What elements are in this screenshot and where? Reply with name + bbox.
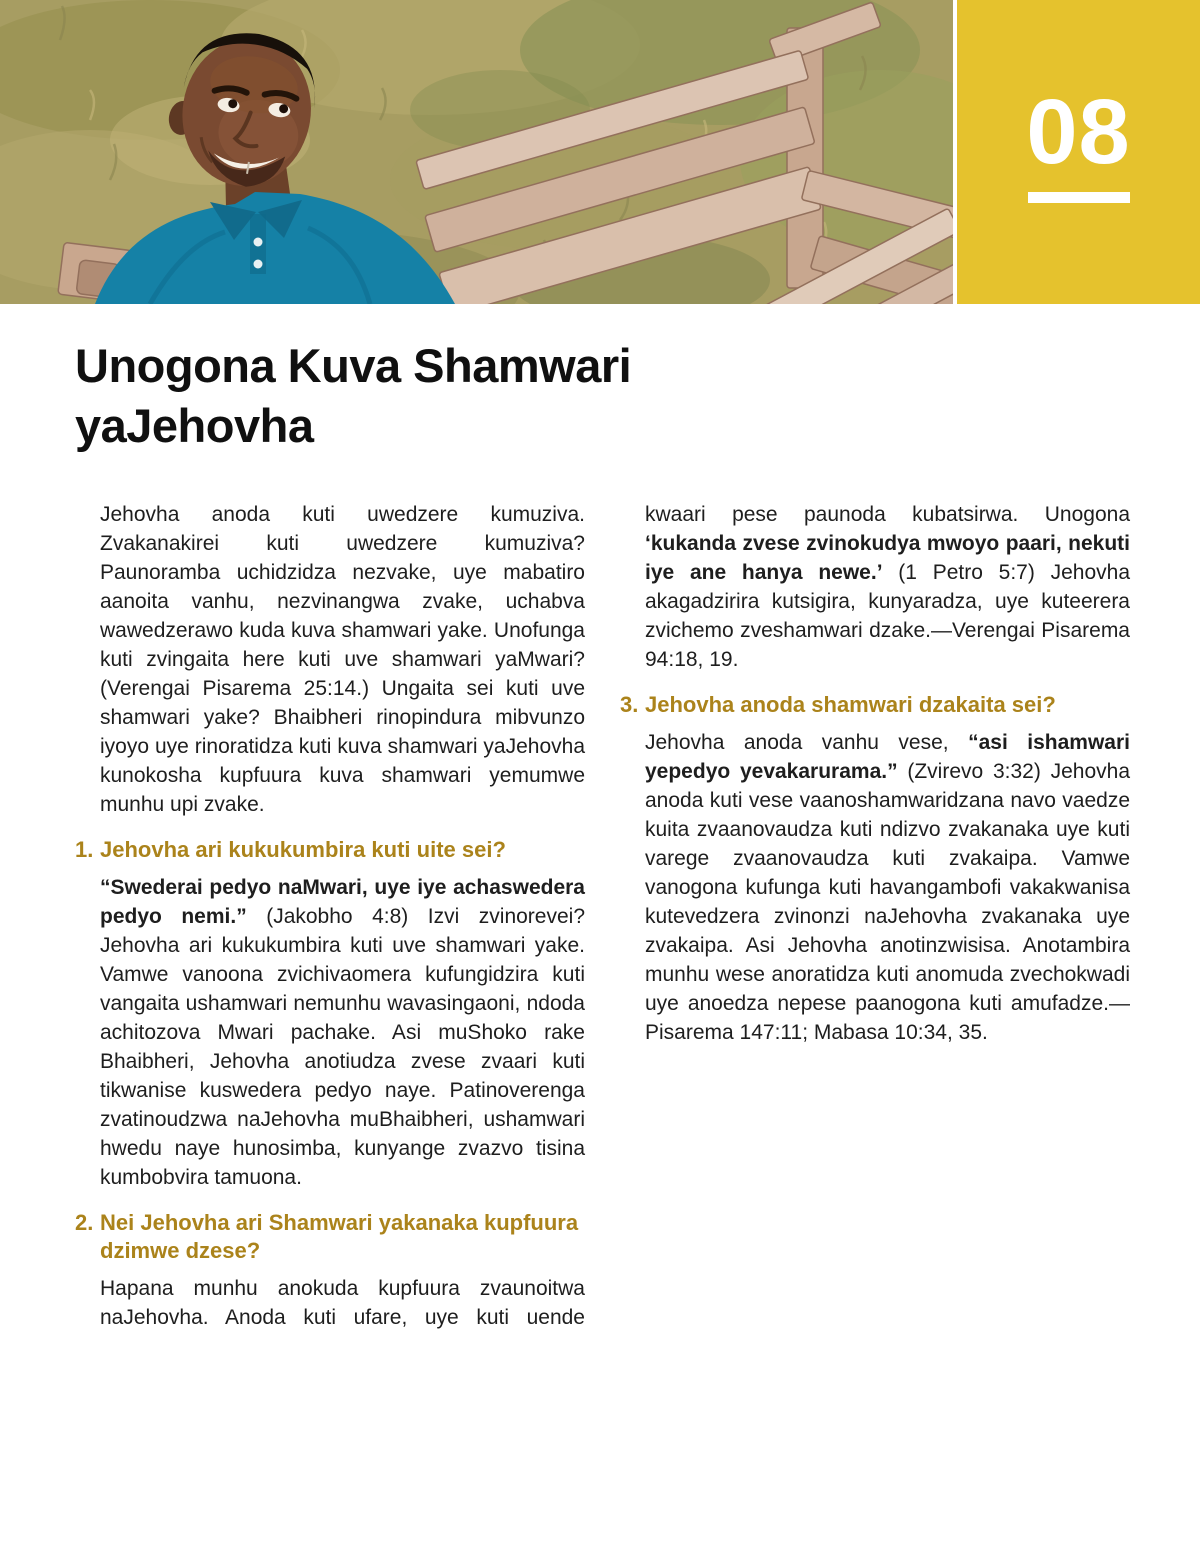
section-number: 3. xyxy=(620,692,639,717)
text-run: Jehovha anoda kuti uwedzere kumuziva. Zvakanakirei kuti uwedzere kumuziva? Paunoramba uchidzidza nezvake, uye mabatiro aanoita vanhu, nezvinangwa zvake, uchabva wawedzerawo kuda kuva shamwari yake. Unofunga kuti zvingaita here kuti uve shamwari yaMwari? (Verengai Pisarema 25:14.) Ungaita sei kuti uve shamwari yake? Bhaibheri rinopindura mibvunzo iyoyo uye rinoratidza kuti kuva shamwari yaJehovha kunokosha kupfuura kuva shamwari yemumwe munhu upi zvake. xyxy=(100,503,585,816)
paragraph-3 xyxy=(620,728,1130,1047)
scripture-quote: ‘kukanda zvese zvinokudya mwoyo paari, nekuti iye ane hanya newe.’ xyxy=(645,532,1130,584)
text-run: Jehovha anoda vanhu vese, xyxy=(645,731,969,754)
section-number: 2. xyxy=(75,1210,94,1235)
page-title: Unogona Kuva Shamwari yaJehovha xyxy=(75,339,632,452)
lesson-number-badge xyxy=(957,0,1200,304)
lesson-photo xyxy=(0,0,953,304)
text-run: kwaari pese paunoda kubatsirwa. Unogona xyxy=(645,503,1130,526)
right-column xyxy=(620,500,1130,1346)
scripture-quote: “Swederai pedyo naMwari, uye iye achaswedera pedyo nemi.” xyxy=(100,876,585,928)
section-heading-3 xyxy=(620,691,1130,719)
scripture-quote: “asi ishamwari yepedyo yevakarurama.” xyxy=(645,731,1130,783)
article-body xyxy=(75,500,1130,1346)
text-run: Hapana munhu anokuda kupfuura zvaunoitwa naJehovha. Anoda kuti ufare, uye kuti uende xyxy=(100,1277,585,1329)
section-number: 1. xyxy=(75,837,94,862)
paragraph-intro xyxy=(75,500,585,819)
paragraph-2-continued xyxy=(620,500,1130,674)
hero-header xyxy=(0,0,1200,304)
lesson-number: 08 xyxy=(1026,81,1131,183)
section-heading-text: Jehovha anoda shamwari dzakaita sei? xyxy=(645,692,1056,717)
paragraph-2-start xyxy=(75,1274,585,1332)
section-heading-1 xyxy=(75,836,585,864)
left-column xyxy=(75,500,585,1346)
text-run: (Jakobho 4:8) Izvi zvinorevei? Jehovha ari kukukumbira kuti uve shamwari yake. Vamwe vanoona zvichivaomera kufungidzira kuti vangaita ushamwari nemunhu wavasingaoni, ndoda achitozova Mwari pachake. Asi muShoko rake Bhaibheri, Jehovha anotiudza zvese zvaari kuti tikwanise kuswedera pedyo naye. Patinoverenga zvatinoudzwa naJehovha muBhaibheri, ushamwari hwedu naye hunosimba, kunyange zvazvo tisina kumbobvira tamuona. xyxy=(100,905,585,1189)
paragraph-1 xyxy=(75,873,585,1192)
lesson-photo-illustration xyxy=(0,0,953,304)
section-heading-2 xyxy=(75,1209,585,1265)
section-heading-text: Nei Jehovha ari Shamwari yakanaka kupfuura dzimwe dzese? xyxy=(100,1210,579,1263)
text-run: (Zvirevo 3:32) Jehovha anoda kuti vese vaanoshamwaridzana navo vaedze kuita zvaanovaudza kuti ndizvo zvakanaka uye kuti varege zvaanovaudza kuti zvakaipa. Vamwe vanogona kufunga kuti havangambofi vakakwanisa kutevedzera zvinonzi naJehovha zvakanaka uye zvakaipa. Asi Jehovha anotinzwisisa. Anotambira munhu wese anoratidza kuti anomuda zvechokwadi uye anoedza nepese paanogona kuti amufadze.—Pisarema 147:11; Mabasa 10:34, 35. xyxy=(645,760,1130,1044)
text-run: (1 Petro 5:7) Jehovha akagadzirira kutsigira, kunyaradza, uye kuteerera zvichemo zveshamwari dzake.—Verengai Pisarema 94:18, 19. xyxy=(645,561,1130,671)
badge-underline xyxy=(1028,192,1130,203)
section-heading-text: Jehovha ari kukukumbira kuti uite sei? xyxy=(100,837,506,862)
